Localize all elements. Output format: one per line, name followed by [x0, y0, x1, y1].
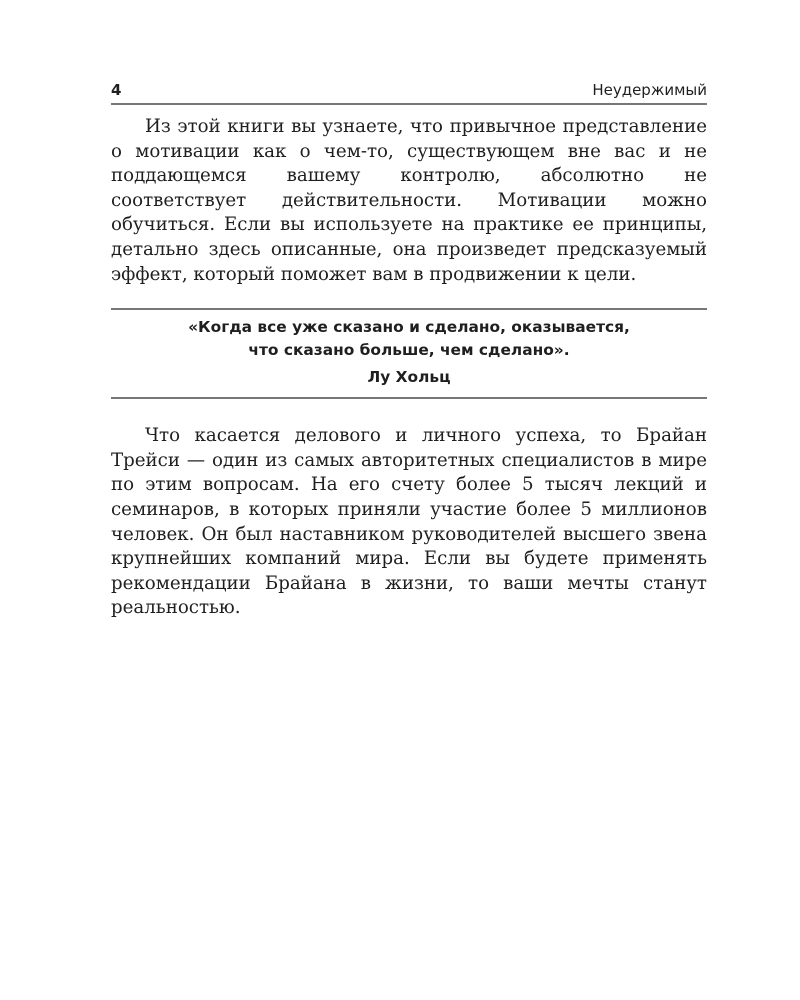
running-header: [111, 80, 707, 105]
quote-author: Лу Хольц: [367, 368, 451, 387]
quote-line-1: «Когда все уже сказано и сделано, оказывается,: [188, 318, 630, 337]
paragraph-intro: Из этой книги вы узнаете, что привычное представление о мотивации как о чем-то, существующем вне вас и не поддающемся вашему контролю, абсолютно не соответствует действительности. Мотивации можно обучиться. Если вы используете на практике ее принципы, детально здесь описанные, она произведет предсказуемый эффект, который поможет вам в продвижении к цели.: [111, 116, 707, 285]
page-number: 4: [111, 81, 122, 99]
book-title: Неудержимый: [592, 81, 707, 99]
book-page: [111, 80, 707, 621]
quote-line-2: что сказано больше, чем сделано».: [248, 341, 570, 360]
paragraph-author-bio: Что касается делового и личного успеха, то Брайан Трейси — один из самых авторитетных специалистов в мире по этим вопросам. На его счету более 5 тысяч лекций и семинаров, в которых приняли участие более 5 миллионов человек. Он был наставником руководителей высшего звена крупнейших компаний мира. Если вы будете применять рекомендации Брайана в жизни, то ваши мечты станут реальностью.: [111, 425, 707, 619]
epigraph: [111, 308, 707, 399]
